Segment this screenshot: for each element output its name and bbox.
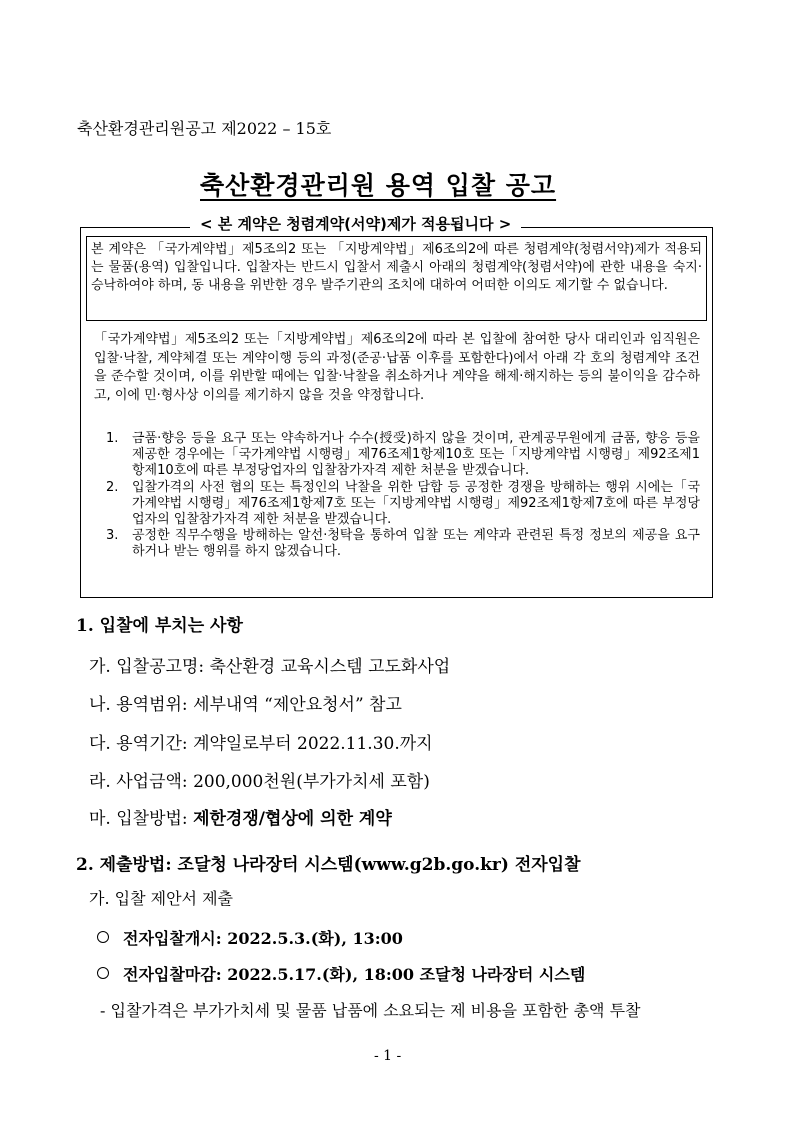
pledge-list xyxy=(106,431,700,561)
section-1-heading: 1. 입찰에 부치는 사항 xyxy=(76,616,243,636)
pledge-item-number: 2. xyxy=(106,479,119,495)
row-label: 다. 용역기간: xyxy=(89,734,188,754)
row-value: 계약일로부터 2022.11.30.까지 xyxy=(193,734,433,754)
pledge-item-number: 3. xyxy=(106,528,119,544)
row-label: 라. 사업금액: xyxy=(89,772,188,792)
row-label: 나. 용역범위: xyxy=(89,695,188,715)
integrity-box-legend: < 본 계약은 청렴계약(서약)제가 적용됩니다 > xyxy=(190,213,521,234)
pledge-item-number: 1. xyxy=(106,431,119,446)
service-period-row xyxy=(89,729,433,754)
row-value: 세부내역 “제안요청서” 참고 xyxy=(193,695,402,715)
integrity-summary-text: 본 계약은 「국가계약법」제5조의2 또는 「지방계약법」제6조의2에 따른 청렴계약(청렴서약)제가 적용되는 물품(용역) 입찰입니다. 입찰자는 반드시 입찰서 제출시 아래의 청렴계약(청렴서약)에 관한 내용을 숙지·승낙하여야 하며, 동 내용을 위반한 경우 발주기관의 조치에 대하여 어떠한 이의도 제기할 수 없습니다. xyxy=(91,242,702,293)
integrity-summary-box xyxy=(86,236,707,321)
row-label: 가. 입찰공고명: xyxy=(89,657,205,677)
pledge-item xyxy=(106,431,700,480)
bid-open-bullet xyxy=(97,926,403,949)
price-note: - 입찰가격은 부가가치세 및 물품 납품에 소요되는 제 비용을 포함한 총액 투찰 xyxy=(100,1001,641,1020)
service-scope-row xyxy=(89,690,402,715)
integrity-pledge-text: 「국가계약법」제5조의2 또는「지방계약법」제6조의2에 따라 본 입찰에 참여한 당사 대리인과 임직원은 입찰·낙찰, 계약체결 또는 계약이행 등의 과정(준공·납품 이후를 포함한다)에서 아래 각 호의 청렴계약 조건을 준수할 것이며, 이를 위반할 때에는 입찰·낙찰을 취소하거나 계약을 해제·해지하는 등의 불이익을 감수하고, 이에 민·형사상 이의를 제기하지 않을 것을 약정합니다. xyxy=(94,332,700,403)
submission-subheading: 가. 입찰 제안서 제출 xyxy=(89,889,233,908)
bid-close-bullet xyxy=(97,962,585,985)
pledge-item-text: 입찰가격의 사전 협의 또는 특정인의 낙찰을 위한 담합 등 공정한 경쟁을 방해하는 행위 시에는「국가계약법 시행령」제76조제1항제7호 또는「지방계약법 시행령」제92조제1항제7호에 따른 부정당업자의 입찰참가자격 제한 처분을 받겠습니다. xyxy=(132,479,700,528)
row-label: 마. 입찰방법: xyxy=(89,809,188,829)
pledge-item xyxy=(106,480,700,529)
row-value: 축산환경 교육시스템 고도화사업 xyxy=(209,657,451,677)
pledge-item-text: 공정한 직무수행을 방해하는 알선·청탁을 통하여 입찰 또는 계약과 관련된 특정 정보의 제공을 요구하거나 받는 행위를 하지 않겠습니다. xyxy=(132,528,700,560)
section-2-heading: 2. 제출방법: 조달청 나라장터 시스템(www.g2b.go.kr) 전자입찰 xyxy=(76,855,581,875)
page-number: - 1 - xyxy=(374,1048,402,1064)
notice-number: 축산환경관리원공고 제2022 – 15호 xyxy=(77,119,332,138)
pledge-item-text: 금품·향응 등을 요구 또는 약속하거나 수수(授受)하지 않을 것이며, 관계공무원에게 금품, 향응 등을 제공한 경우에는「국가계약법 시행령」제76조제1항제10호 또는「지방계약법 시행령」제92조제1항제10호에 따른 부정당업자의 입찰참가자격 제한 처분을 받겠습니다. xyxy=(132,431,700,479)
bullet-text: 전자입찰마감: 2022.5.17.(화), 18:00 조달청 나라장터 시스템 xyxy=(123,965,586,984)
row-value: 제한경쟁/협상에 의한 계약 xyxy=(193,809,392,829)
page-title: 축산환경관리원 용역 입찰 공고 xyxy=(200,171,557,200)
bid-method-row xyxy=(89,804,392,829)
bullet-text: 전자입찰개시: 2022.5.3.(화), 13:00 xyxy=(123,929,403,948)
budget-row xyxy=(89,767,430,792)
bid-notice-name-row xyxy=(89,652,450,677)
row-value: 200,000천원(부가가치세 포함) xyxy=(193,772,430,792)
circle-bullet-icon xyxy=(97,931,109,943)
circle-bullet-icon xyxy=(97,967,109,979)
pledge-item xyxy=(106,528,700,560)
